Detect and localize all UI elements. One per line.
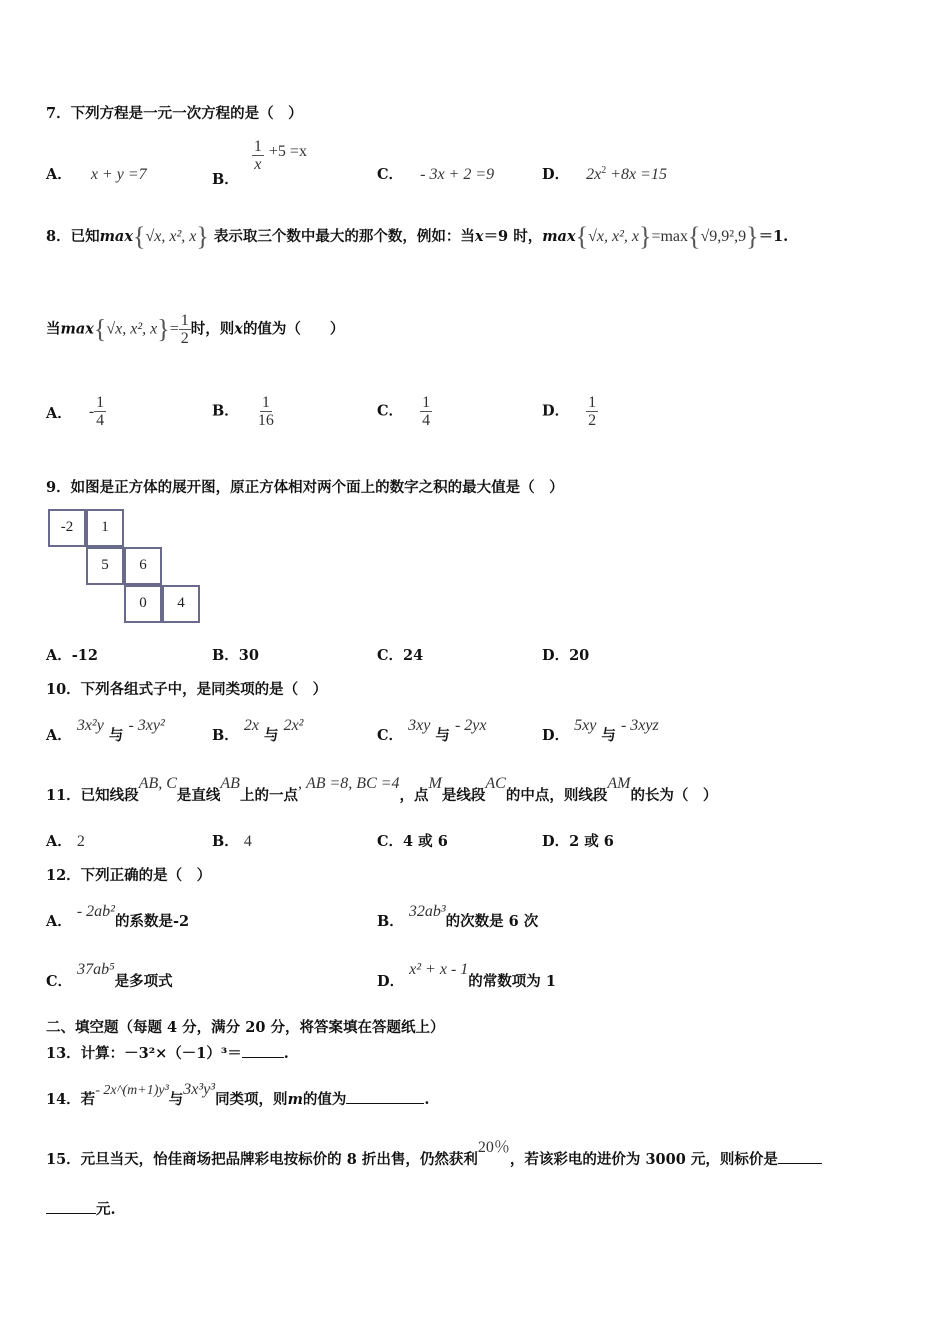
q15-text: ，若该彩电的进价为 3000 元，则标价是: [509, 1151, 778, 1168]
option-label: C．: [46, 973, 73, 990]
q8-max-2: max: [542, 228, 576, 245]
option-label: C．: [377, 166, 404, 183]
q12-stem: 12．下列正确的是（ ）: [46, 867, 212, 884]
q10-with: 与: [108, 727, 124, 744]
q7-option-a[interactable]: [46, 163, 147, 184]
q11-text: 是直线: [176, 787, 221, 804]
q12-a-expr: - 2ab²: [76, 903, 115, 920]
option-text: 4: [243, 833, 252, 850]
option-label: B．: [212, 402, 239, 420]
q8-x: x: [474, 228, 484, 245]
q8-line2-tail: 的值为（ ）: [242, 320, 345, 338]
option-label: D．: [542, 402, 570, 420]
option-text: 2: [76, 833, 85, 850]
q7-b-rest: +5 =x: [268, 142, 307, 160]
q14-text: 14．若: [46, 1091, 96, 1108]
q8-line2: [46, 312, 344, 347]
q14-expr1: - 2x^(m+1)y³: [95, 1083, 169, 1098]
q8-b-fraction: [256, 394, 276, 429]
q10-d-left: 5xy: [574, 717, 597, 734]
q14-text: 的值为: [302, 1091, 347, 1108]
q10-c-right: - 2yx: [454, 717, 487, 734]
q8-half-fraction: [179, 312, 191, 347]
option-text: 2 或 6: [569, 833, 614, 850]
option-label: D．: [542, 833, 570, 850]
option-label: A．: [46, 404, 72, 422]
option-text: 20: [569, 647, 590, 664]
q10-b-right: 2x²: [283, 717, 304, 734]
q10-with: 与: [435, 727, 450, 744]
q8-option-b[interactable]: [212, 394, 276, 429]
option-text: 30: [238, 647, 259, 664]
section-heading: 二、填空题（每题 4 分，满分 20 分，将答案填在答题纸上）: [46, 1019, 445, 1036]
q11-math: , AB =8, BC =4: [297, 775, 400, 792]
q8-max-3: max: [60, 320, 94, 338]
q10-option-b[interactable]: [212, 714, 304, 744]
q8-eq9: ＝9 时，: [483, 228, 543, 245]
q10-stem: 10．下列各组式子中，是同类项的是（ ）: [46, 681, 328, 698]
option-label: A．: [46, 647, 72, 664]
q8-d-fraction: [586, 394, 598, 429]
q12-a-text: 的系数是-2: [114, 913, 190, 930]
q7-option-c[interactable]: [377, 163, 494, 184]
q12-option-a[interactable]: [46, 900, 190, 930]
q8-set: √x, x², x: [145, 228, 197, 245]
q9-option-b[interactable]: [212, 644, 259, 665]
q9-option-d[interactable]: [542, 644, 589, 665]
q11-text: 的中点，则线段: [505, 787, 608, 804]
option-label: D．: [542, 727, 570, 744]
q11-text: 是线段: [441, 787, 486, 804]
q14-text: 与: [168, 1091, 184, 1108]
right-brace-icon: }: [746, 222, 759, 251]
q11-text: 上的一点: [239, 787, 298, 804]
q11-math: M: [428, 775, 442, 792]
q14-text: 同类项，则: [215, 1091, 288, 1108]
cube-face: 4: [162, 585, 200, 623]
q7-d-expr-b: +8x =15: [606, 166, 667, 183]
option-text: 4 或 6: [403, 833, 448, 850]
q11-math: AB, C: [138, 775, 177, 792]
q12-d-expr: x² + x - 1: [409, 961, 469, 978]
cube-face: -2: [48, 509, 86, 547]
q14-expr2: 3x³y³: [183, 1081, 216, 1098]
q11-math: AC: [485, 775, 506, 792]
q12-c-expr: 37ab⁵: [77, 961, 115, 978]
q8-a-sign: -: [88, 402, 95, 420]
q11-stem: [46, 772, 718, 804]
numerator: 1: [422, 394, 431, 411]
q13: [46, 1042, 289, 1063]
q10-with: 与: [264, 727, 279, 744]
option-label: C．: [377, 727, 404, 744]
q15-percent: 20％: [477, 1139, 510, 1156]
q15-text: 15．元旦当天，怡佳商场把品牌彩电按标价的 8 折出售，仍然获利: [46, 1151, 478, 1168]
option-label: A．: [46, 913, 72, 930]
option-label: B．: [212, 647, 239, 664]
left-brace-icon: {: [575, 222, 589, 251]
option-label: B．: [212, 833, 239, 850]
denominator: 4: [422, 412, 431, 429]
q7-d-expr-a: 2x: [586, 166, 602, 183]
q8-option-d[interactable]: [542, 394, 598, 429]
q8-eq-end: ＝1.: [758, 228, 789, 245]
q8-line1: [46, 222, 788, 252]
q9-option-c[interactable]: [377, 644, 423, 665]
q8-x-2: x: [234, 320, 243, 338]
q8-c-fraction: [420, 394, 432, 429]
option-text: 24: [403, 647, 424, 664]
numerator: 1: [588, 394, 597, 411]
q10-with: 与: [601, 727, 616, 744]
option-label: C．: [377, 402, 404, 420]
numerator: 1: [180, 312, 189, 329]
q9-stem: 9．如图是正方体的展开图，原正方体相对两个面上的数字之积的最大值是（ ）: [46, 479, 564, 496]
q12-option-c[interactable]: [46, 958, 173, 990]
q10-option-a[interactable]: [46, 714, 165, 744]
answer-blank[interactable]: [346, 1103, 424, 1104]
q8-option-a[interactable]: [46, 394, 106, 429]
q8-line2-prefix: 当: [46, 320, 61, 338]
numerator: 1: [253, 138, 262, 155]
q8-option-c[interactable]: [377, 394, 432, 429]
q8-line2-eq: =: [169, 320, 179, 338]
q10-a-left: 3x²y: [76, 717, 104, 734]
cube-face: 0: [124, 585, 162, 623]
option-label: B．: [212, 727, 239, 744]
q10-b-left: 2x: [243, 717, 259, 734]
q13-end: .: [283, 1045, 289, 1062]
q10-option-d[interactable]: [542, 714, 659, 744]
cube-face: 6: [124, 547, 162, 585]
q7-stem: 7．下列方程是一元一次方程的是（ ）: [46, 105, 303, 122]
q10-d-right: - 3xyz: [620, 717, 659, 734]
denominator: 4: [96, 412, 105, 429]
option-label: B．: [212, 170, 239, 188]
q11-math: AM: [607, 775, 631, 792]
q12-c-text: 是多项式: [114, 973, 173, 990]
q11-option-d[interactable]: [542, 830, 614, 851]
q12-option-b[interactable]: [377, 900, 539, 930]
q10-c-left: 3xy: [408, 717, 431, 734]
q8-max: max: [99, 228, 133, 245]
q15-line1: [46, 1134, 822, 1168]
q11-option-b[interactable]: [212, 830, 252, 851]
q8-a-fraction: [94, 394, 106, 429]
q11-text: 11．已知线段: [46, 787, 139, 804]
option-label: D．: [542, 166, 570, 183]
q11-text: 的长为（ ）: [630, 787, 718, 804]
q7-option-b[interactable]: [212, 138, 307, 188]
option-text: -12: [71, 647, 98, 664]
q7-c-expr: - 3x + 2 =9: [420, 166, 495, 183]
q15-text: 元.: [96, 1201, 116, 1218]
q13-text: 13．计算：－3²×（－1）³＝: [46, 1045, 242, 1062]
q8-set2: √9,9²,9: [700, 228, 747, 245]
q11-option-c[interactable]: [377, 830, 448, 851]
answer-blank-continued[interactable]: [46, 1213, 96, 1214]
q11-math: AB: [220, 775, 240, 792]
q7-b-fraction: [252, 138, 264, 173]
q8-set-3: √x, x², x: [106, 320, 158, 338]
answer-blank[interactable]: [242, 1057, 284, 1058]
q8-set-2: √x, x², x: [588, 228, 639, 245]
numerator: 1: [261, 394, 270, 411]
left-brace-icon: {: [93, 314, 107, 344]
q9-option-a[interactable]: [46, 644, 98, 665]
q7-option-d[interactable]: [542, 163, 667, 184]
q8-eq-mid: =max: [651, 228, 689, 245]
option-label: A．: [46, 833, 72, 850]
q14: [46, 1078, 430, 1108]
option-label: A．: [46, 166, 72, 183]
q14-m: m: [287, 1091, 303, 1108]
right-brace-icon: }: [196, 222, 209, 251]
answer-blank[interactable]: [778, 1163, 822, 1164]
q11-option-a[interactable]: [46, 830, 85, 851]
q8-mid: 表示取三个数中最大的那个数，例如：当: [213, 228, 475, 245]
numerator: 1: [96, 394, 105, 411]
option-label: B．: [377, 913, 404, 930]
q15-line2: [46, 1198, 116, 1219]
q11-text: ，点: [399, 787, 429, 804]
q12-b-text: 的次数是 6 次: [445, 913, 539, 930]
left-brace-icon: {: [132, 222, 146, 251]
cube-face: 1: [86, 509, 124, 547]
q7-d-sup: 2: [601, 165, 607, 177]
cube-net-figure: [48, 509, 204, 625]
option-label: D．: [542, 647, 570, 664]
q10-a-right: - 3xy²: [128, 717, 165, 734]
left-brace-icon: {: [688, 222, 701, 251]
option-label: A．: [46, 727, 72, 744]
denominator: 2: [588, 412, 597, 429]
denominator: 2: [180, 330, 189, 347]
q12-option-d[interactable]: [377, 958, 556, 990]
option-label: D．: [377, 973, 405, 990]
q8-line2-suffix: 时，则: [190, 320, 235, 338]
q7-a-expr: x + y =7: [90, 166, 147, 183]
right-brace-icon: }: [157, 314, 170, 344]
q14-end: .: [424, 1091, 430, 1108]
q12-b-expr: 32ab³: [408, 903, 446, 920]
option-label: C．: [377, 833, 404, 850]
denominator: x: [254, 156, 262, 173]
q8-prefix: 8．已知: [46, 228, 100, 245]
cube-face: 5: [86, 547, 124, 585]
denominator: 16: [257, 412, 274, 429]
q12-d-text: 的常数项为 1: [468, 973, 556, 990]
option-label: C．: [377, 647, 404, 664]
q10-option-c[interactable]: [377, 714, 487, 744]
right-brace-icon: }: [638, 222, 652, 251]
